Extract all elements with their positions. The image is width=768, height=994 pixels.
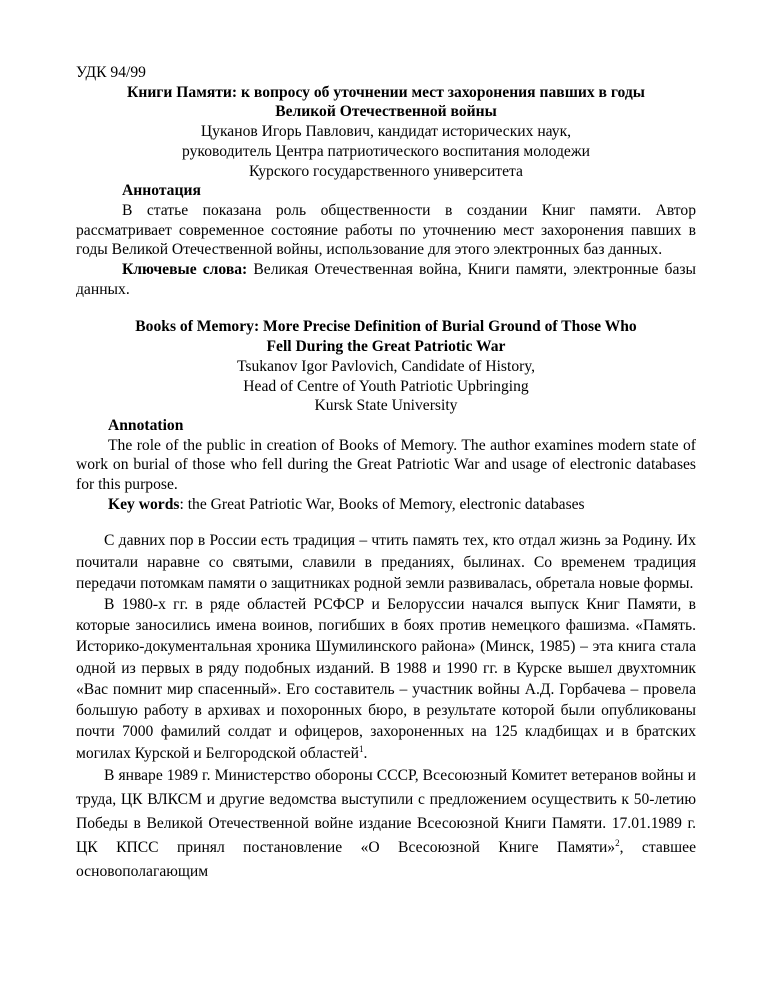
en-title-line-2: Fell During the Great Patriotic War xyxy=(266,338,506,356)
en-keywords-text: : the Great Patriotic War, Books of Memory, electronic databases xyxy=(179,495,585,513)
en-annotation-text: The role of the public in creation of Books of Memory. The author examines modern state of work on burial of those who fell during the Great Patriotic War and usage of electronic databases for this purpose. xyxy=(76,436,696,494)
body-paragraph-2 xyxy=(76,594,696,764)
body-paragraph-1: С давних пор в России есть традиция – чтить память тех, кто отдал жизнь за Родину. Их почитали наравне со святыми, славили в преданиях, былинах. Со временем традиция передачи потомкам памяти о защитниках родной земли развивалась, обретала новые формы. xyxy=(76,532,696,592)
en-author-line-3: Kursk State University xyxy=(314,397,458,415)
ru-annotation-heading: Аннотация xyxy=(122,182,201,200)
en-author-line-1: Tsukanov Igor Pavlovich, Candidate of History, xyxy=(236,357,536,375)
body-paragraph-3 xyxy=(76,764,696,884)
body-paragraph-3-end: , ставшее основополагающим xyxy=(76,838,696,880)
en-title-line-1: Books of Memory: More Precise Definition of Burial Ground of Those Who xyxy=(135,318,637,336)
ru-author-block xyxy=(76,122,696,181)
ru-author-line-2: руководитель Центра патриотического воспитания молодежи xyxy=(182,142,590,160)
body-paragraph-2-end: . xyxy=(363,744,368,762)
footnote-ref-2[interactable]: 2 xyxy=(615,837,620,848)
ru-keywords-text: Великая Отечественная война, Книги памяти, электронные базы данных. xyxy=(76,261,697,298)
ru-author-line-3: Курского государственного университета xyxy=(249,162,523,180)
ru-keywords-label: Ключевые слова: xyxy=(122,261,248,279)
ru-keywords xyxy=(76,260,696,299)
udk-code: УДК 94/99 xyxy=(76,64,146,81)
ru-annotation-text: В статье показана роль общественности в создании Книг памяти. Автор рассматривает современное состояние работы по уточнению мест захоронения павших в годы Великой Отечественной войны, использование для этого электронных баз данных. xyxy=(76,201,696,259)
body-paragraph-3-text: В январе 1989 г. Министерство обороны СССР, Всесоюзный Комитет ветеранов войны и труда, ЦК ВЛКСМ и другие ведомства выступили с предложением осуществить к 50-летию Победы в Великой Отечественной войне издание Всесоюзной Книги Памяти. 17.01.1989 г. ЦК КПСС принял постановление «О Всесоюзной Книге Памяти» xyxy=(76,766,696,856)
ru-author-line-1: Цуканов Игорь Павлович, кандидат исторических наук, xyxy=(200,123,572,141)
ru-title-line-2: Великой Отечественной войны xyxy=(275,103,497,121)
body-paragraph-2-text: В 1980-х гг. в ряде областей РСФСР и Белоруссии начался выпуск Книг Памяти, в которые заносились имена воинов, погибших в боях против немецкого фашизма. «Память. Историко-документальная хроника Шумилинского района» (Минск, 1985) – эта книга стала одной из первых в ряду подобных изданий. В 1988 и 1990 гг. в Курске вышел двухтомник «Вас помнит мир спасенный». Его составитель – участник войны А.Д. Горбачева – провела большую работу в архивах и похоронных бюро, в результате которой были опубликованы почти 7000 фамилий солдат и офицеров, захороненных на 125 кладбищах и в братских могилах Курской и Белгородской областей xyxy=(76,596,696,762)
ru-title-line-1: Книги Памяти: к вопросу об уточнении мест захоронения павших в годы xyxy=(127,83,645,101)
article-page xyxy=(76,63,696,884)
en-keywords xyxy=(76,495,696,515)
en-author-line-2: Head of Centre of Youth Patriotic Upbringing xyxy=(243,377,529,395)
en-author-block xyxy=(76,357,696,416)
footnote-ref-1[interactable]: 1 xyxy=(358,743,364,754)
en-title xyxy=(76,317,696,356)
en-annotation-heading: Annotation xyxy=(108,416,184,434)
ru-title xyxy=(76,83,696,122)
en-keywords-label: Key words xyxy=(108,495,180,513)
